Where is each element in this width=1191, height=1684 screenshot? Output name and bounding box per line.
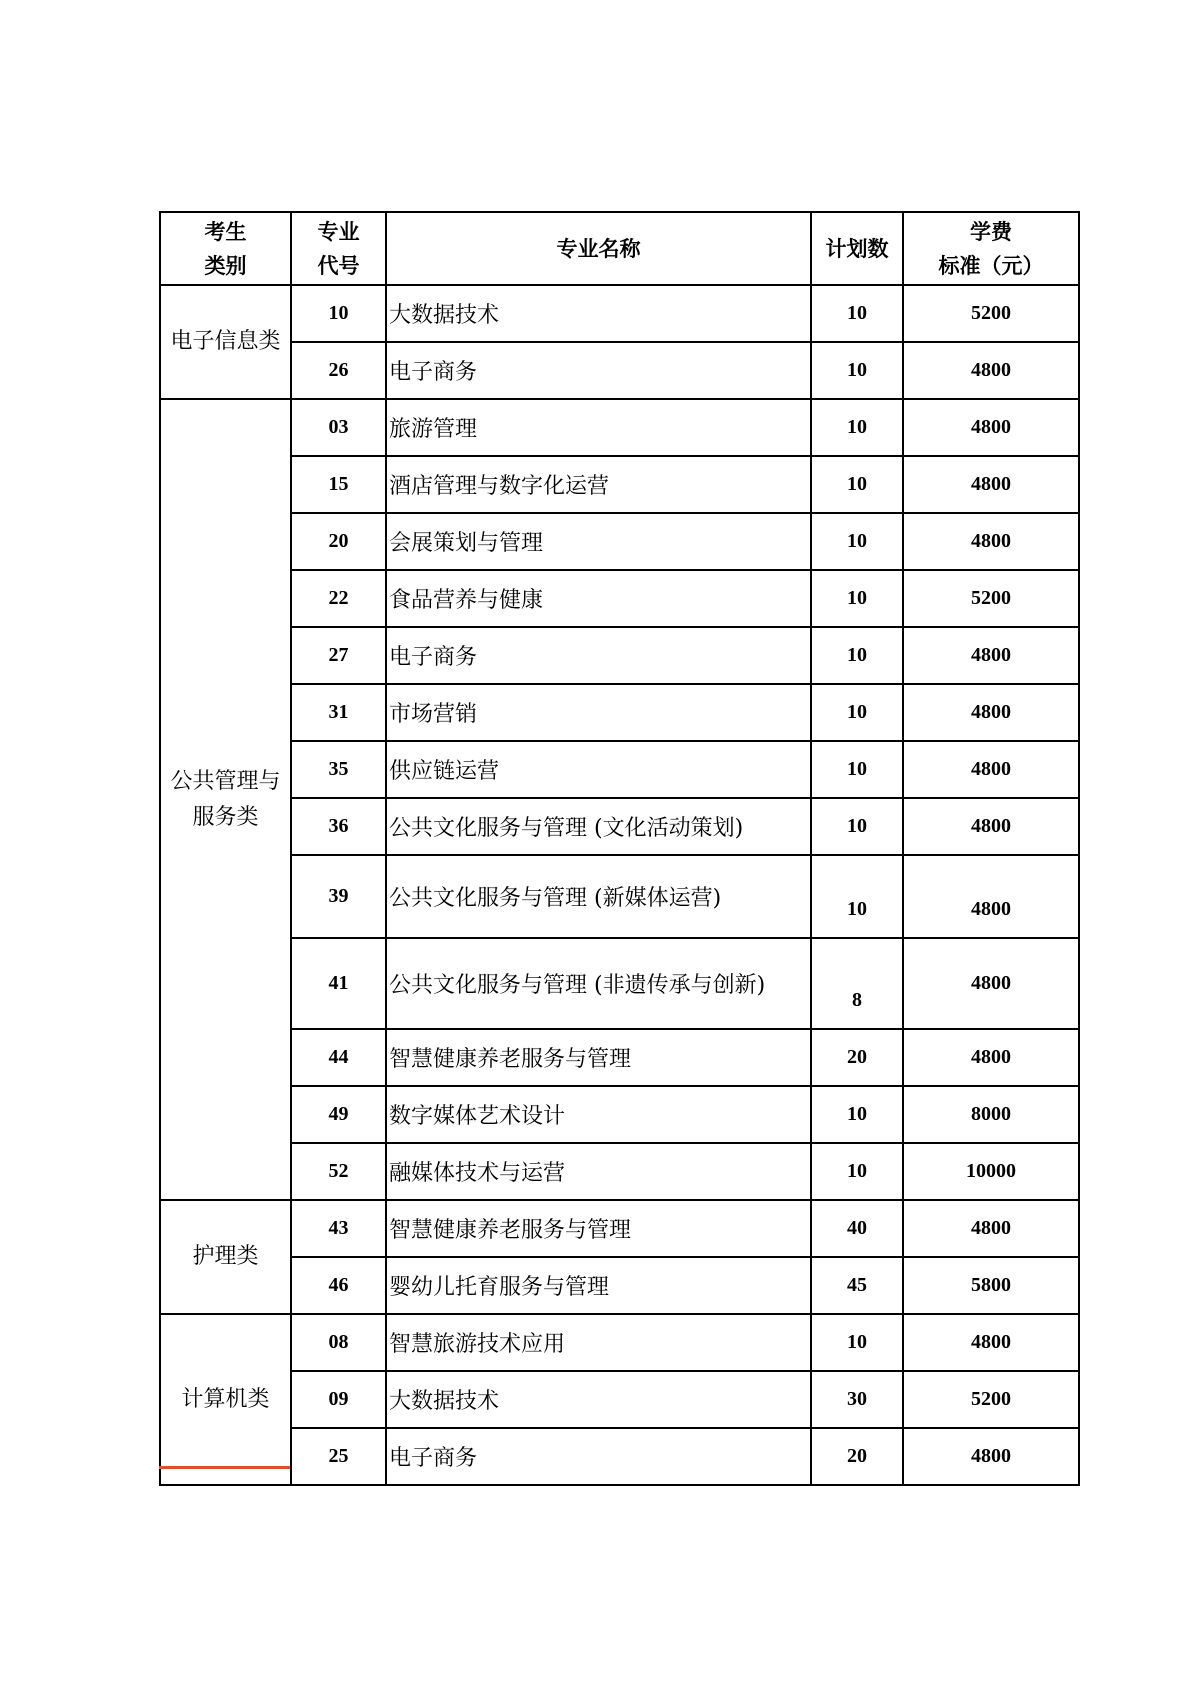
major-name: 数字媒体艺术设计	[386, 1086, 811, 1143]
table-row	[160, 1257, 1079, 1314]
table-row	[160, 399, 1079, 456]
plan-count: 10	[811, 798, 903, 855]
header-code-line2: 代号	[317, 253, 360, 278]
major-code: 10	[291, 285, 386, 342]
plan-count: 40	[811, 1200, 903, 1257]
tuition-fee: 10000	[903, 1143, 1079, 1200]
major-name: 供应链运营	[386, 741, 811, 798]
header-fee-line2: 标准（元）	[938, 253, 1044, 278]
major-name: 市场营销	[386, 684, 811, 741]
major-name: 旅游管理	[386, 399, 811, 456]
major-code: 44	[291, 1029, 386, 1086]
major-name: 婴幼儿托育服务与管理	[386, 1257, 811, 1314]
plan-count: 10	[811, 456, 903, 513]
plan-count: 8	[811, 938, 903, 1029]
major-code: 09	[291, 1371, 386, 1428]
tuition-fee: 5800	[903, 1257, 1079, 1314]
tuition-fee: 4800	[903, 456, 1079, 513]
major-name: 电子商务	[386, 627, 811, 684]
tuition-fee: 4800	[903, 741, 1079, 798]
table-row	[160, 570, 1079, 627]
header-category-line1: 考生	[204, 219, 247, 244]
major-name: 公共文化服务与管理 (新媒体运营)	[386, 855, 811, 938]
major-code: 25	[291, 1428, 386, 1485]
plan-count: 10	[811, 627, 903, 684]
tuition-fee: 4800	[903, 342, 1079, 399]
table-row	[160, 342, 1079, 399]
table-row	[160, 938, 1079, 1029]
plan-count: 45	[811, 1257, 903, 1314]
plan-count: 10	[811, 285, 903, 342]
category-cell	[160, 399, 291, 1200]
plan-count: 10	[811, 855, 903, 938]
major-name: 大数据技术	[386, 1371, 811, 1428]
major-name: 融媒体技术与运营	[386, 1143, 811, 1200]
tuition-fee: 4800	[903, 684, 1079, 741]
table-row	[160, 855, 1079, 938]
plan-count: 30	[811, 1371, 903, 1428]
category-cell: 计算机类	[160, 1314, 291, 1485]
table-row	[160, 1143, 1079, 1200]
header-fee	[903, 212, 1079, 285]
table-body	[160, 285, 1079, 1485]
table-row	[160, 1371, 1079, 1428]
table-row	[160, 798, 1079, 855]
major-code: 41	[291, 938, 386, 1029]
major-name: 智慧健康养老服务与管理	[386, 1029, 811, 1086]
major-code: 46	[291, 1257, 386, 1314]
table-row	[160, 1428, 1079, 1485]
category-line1: 公共管理与	[170, 768, 281, 794]
header-fee-line1: 学费	[970, 219, 1012, 244]
major-name: 电子商务	[386, 1428, 811, 1485]
header-category-line2: 类别	[204, 253, 247, 278]
plan-count: 10	[811, 399, 903, 456]
table-row	[160, 684, 1079, 741]
header-category	[160, 212, 291, 285]
tuition-fee: 4800	[903, 1428, 1079, 1485]
major-name: 食品营养与健康	[386, 570, 811, 627]
tuition-fee: 4800	[903, 798, 1079, 855]
category-cell: 护理类	[160, 1200, 291, 1314]
table-row	[160, 285, 1079, 342]
header-row	[160, 212, 1079, 285]
plan-count: 10	[811, 684, 903, 741]
tuition-fee: 4800	[903, 1029, 1079, 1086]
major-name: 公共文化服务与管理 (非遗传承与创新)	[386, 938, 811, 1029]
tuition-fee: 5200	[903, 285, 1079, 342]
plan-count: 10	[811, 1143, 903, 1200]
tuition-fee: 4800	[903, 938, 1079, 1029]
table-row	[160, 513, 1079, 570]
tuition-fee: 5200	[903, 570, 1079, 627]
major-name: 会展策划与管理	[386, 513, 811, 570]
plan-count: 10	[811, 1314, 903, 1371]
tuition-fee: 4800	[903, 513, 1079, 570]
major-code: 20	[291, 513, 386, 570]
major-code: 26	[291, 342, 386, 399]
table-row	[160, 1029, 1079, 1086]
tuition-fee: 4800	[903, 1200, 1079, 1257]
major-name: 电子商务	[386, 342, 811, 399]
tuition-fee: 5200	[903, 1371, 1079, 1428]
category-cell: 电子信息类	[160, 285, 291, 399]
tuition-fee: 4800	[903, 1314, 1079, 1371]
major-code: 22	[291, 570, 386, 627]
tuition-fee: 4800	[903, 399, 1079, 456]
major-code: 03	[291, 399, 386, 456]
table-row	[160, 627, 1079, 684]
major-code: 08	[291, 1314, 386, 1371]
plan-count: 10	[811, 741, 903, 798]
table-row	[160, 741, 1079, 798]
major-name: 公共文化服务与管理 (文化活动策划)	[386, 798, 811, 855]
major-code: 31	[291, 684, 386, 741]
plan-count: 20	[811, 1029, 903, 1086]
red-underline-mark	[159, 1466, 290, 1469]
header-plan: 计划数	[811, 212, 903, 285]
plan-count: 10	[811, 513, 903, 570]
table-row	[160, 1314, 1079, 1371]
major-code: 52	[291, 1143, 386, 1200]
table-row	[160, 1086, 1079, 1143]
plan-count: 10	[811, 342, 903, 399]
table-row	[160, 1200, 1079, 1257]
header-name: 专业名称	[386, 212, 811, 285]
plan-count: 10	[811, 1086, 903, 1143]
header-code	[291, 212, 386, 285]
table-header	[160, 212, 1079, 285]
major-code: 35	[291, 741, 386, 798]
major-code: 49	[291, 1086, 386, 1143]
plan-count: 10	[811, 570, 903, 627]
plan-count: 20	[811, 1428, 903, 1485]
major-name: 智慧旅游技术应用	[386, 1314, 811, 1371]
tuition-fee: 4800	[903, 627, 1079, 684]
enrollment-table	[159, 211, 1080, 1486]
category-line2: 服务类	[192, 804, 259, 830]
major-name: 智慧健康养老服务与管理	[386, 1200, 811, 1257]
major-code: 27	[291, 627, 386, 684]
major-code: 15	[291, 456, 386, 513]
header-code-line1: 专业	[317, 219, 360, 244]
major-code: 39	[291, 855, 386, 938]
table-row	[160, 456, 1079, 513]
tuition-fee: 8000	[903, 1086, 1079, 1143]
major-code: 36	[291, 798, 386, 855]
major-name: 酒店管理与数字化运营	[386, 456, 811, 513]
tuition-fee: 4800	[903, 855, 1079, 938]
major-code: 43	[291, 1200, 386, 1257]
major-name: 大数据技术	[386, 285, 811, 342]
